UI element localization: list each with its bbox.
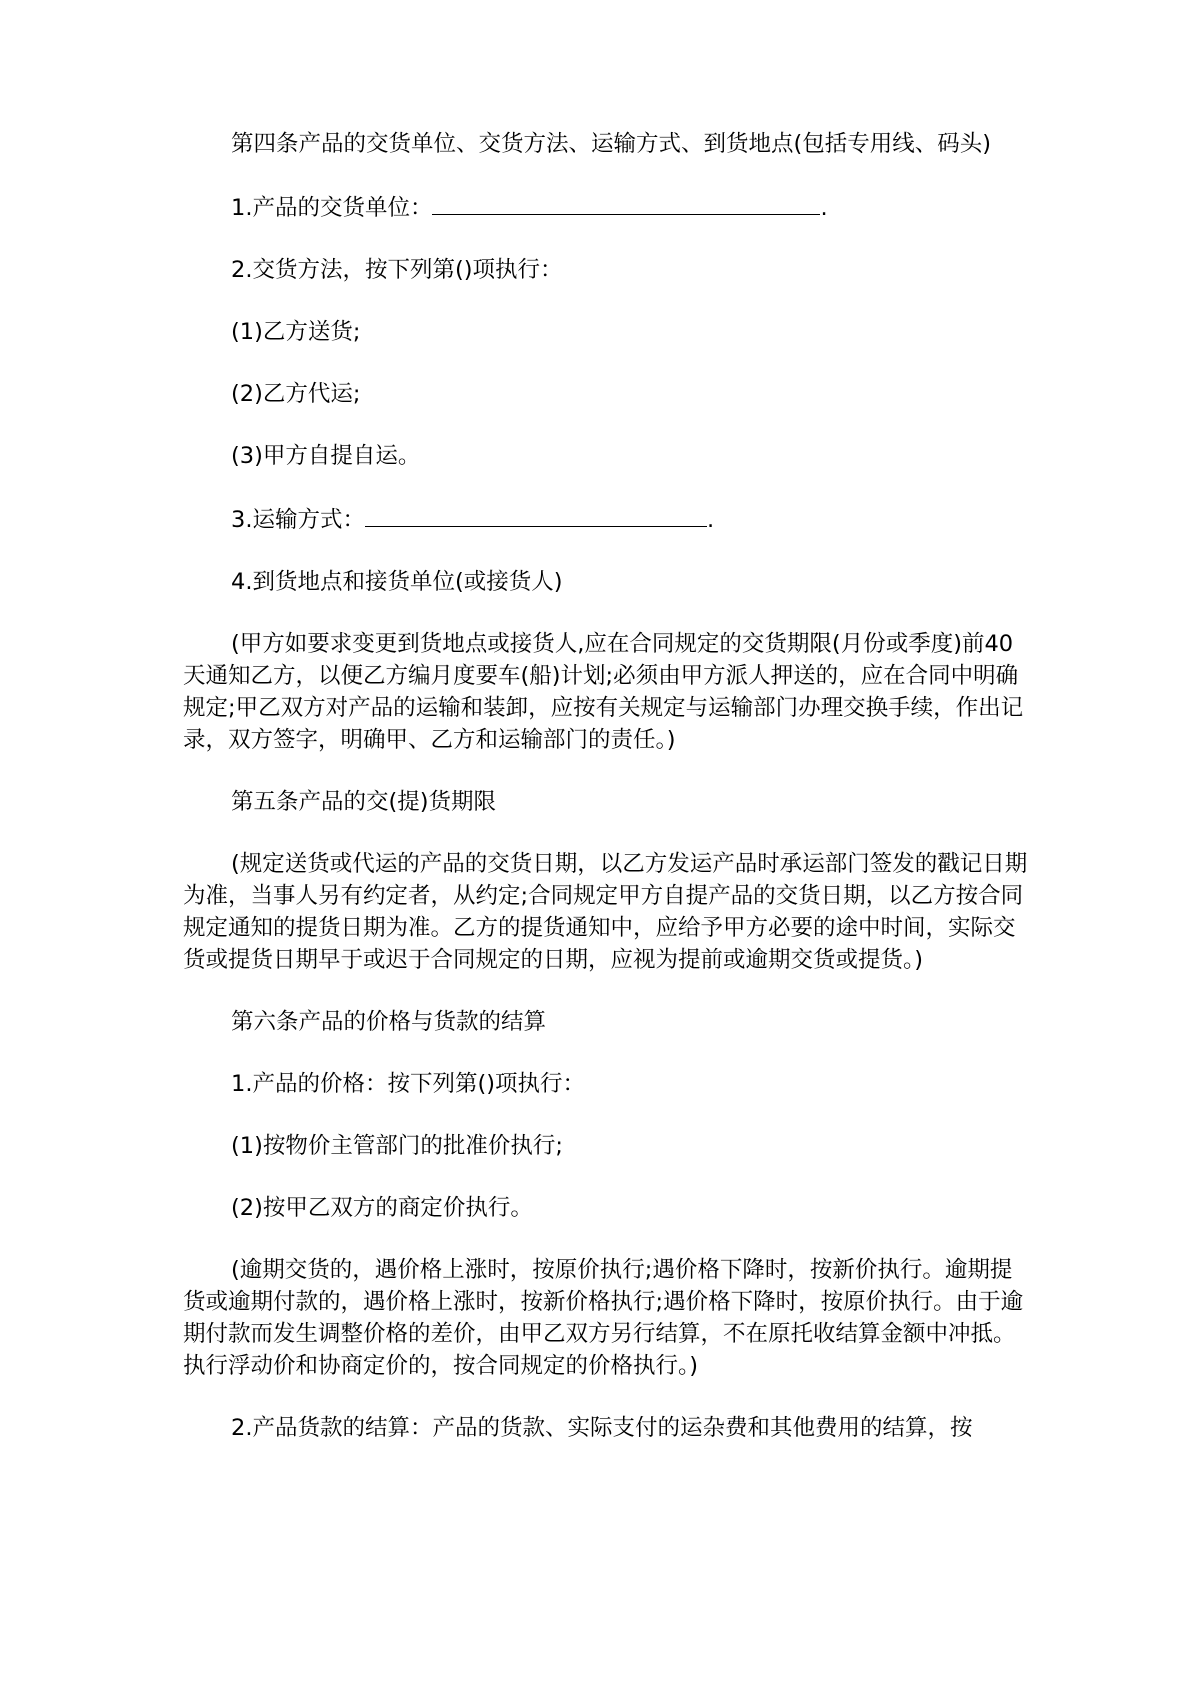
delivery-date-note: (规定送货或代运的产品的交货日期，以乙方发运产品时承运部门签发的戳记日期为准，当事人另有约定者，从约定;合同规定甲方自提产品的交货日期，以乙方按合同规定通知的提货日期为准。乙方的提货通知中，应给予甲方必要的途中时间，实际交货或提货日期早于或迟于合同规定的日期，应视为提前或逾期交货或提货。): [183, 851, 1028, 973]
payment-settlement-line: 2.产品货款的结算：产品的货款、实际支付的运杂费和其他费用的结算，按: [231, 1415, 973, 1441]
delivery-unit-label: 1.产品的交货单位：: [231, 195, 433, 221]
destination-change-note: (甲方如要求变更到货地点或接货人,应在合同规定的交货期限(月份或季度)前40天通知乙方，以便乙方编月度要车(船)计划;必须由甲方派人押送的，应在合同中明确规定;甲乙双方对产品的运输和装卸，应按有关规定与运输部门办理交换手续，作出记录，双方签字，明确甲、乙方和运输部门的责任。): [183, 631, 1024, 753]
option-buyer-pickup: (3)甲方自提自运。: [231, 443, 421, 469]
delivery-method-line: 2.交货方法，按下列第()项执行：: [231, 257, 563, 283]
transport-method-line: [183, 502, 1028, 536]
transport-method-label: 3.运输方式：: [231, 507, 365, 533]
delivery-unit-blank[interactable]: [432, 190, 820, 215]
delivery-unit-line: [183, 190, 1028, 224]
price-option-approved: (1)按物价主管部门的批准价执行;: [231, 1133, 563, 1159]
price-line: 1.产品的价格：按下列第()项执行：: [231, 1071, 586, 1097]
blank-end-dot: .: [820, 195, 828, 221]
blank-end-dot: .: [706, 507, 715, 533]
article-6-heading: 第六条产品的价格与货款的结算: [231, 1009, 547, 1035]
late-price-note: (逾期交货的，遇价格上涨时，按原价执行;遇价格下降时，按新价执行。逾期提货或逾期付款的，遇价格上涨时，按新价格执行;遇价格下降时，按原价执行。由于逾期付款而发生调整价格的差价，由甲乙双方另行结算，不在原托收结算金额中冲抵。执行浮动价和协商定价的，按合同规定的价格执行。): [183, 1257, 1024, 1379]
price-option-negotiated: (2)按甲乙双方的商定价执行。: [231, 1195, 533, 1221]
article-5-heading: 第五条产品的交(提)货期限: [231, 789, 497, 815]
article-4-heading: 第四条产品的交货单位、交货方法、运输方式、到货地点(包括专用线、码头): [231, 131, 992, 157]
option-seller-delivery: (1)乙方送货;: [231, 319, 361, 345]
document-page: [183, 128, 1028, 1444]
transport-method-blank[interactable]: [365, 502, 707, 527]
destination-line: 4.到货地点和接货单位(或接货人): [231, 569, 563, 595]
option-seller-shipping: (2)乙方代运;: [231, 381, 361, 407]
